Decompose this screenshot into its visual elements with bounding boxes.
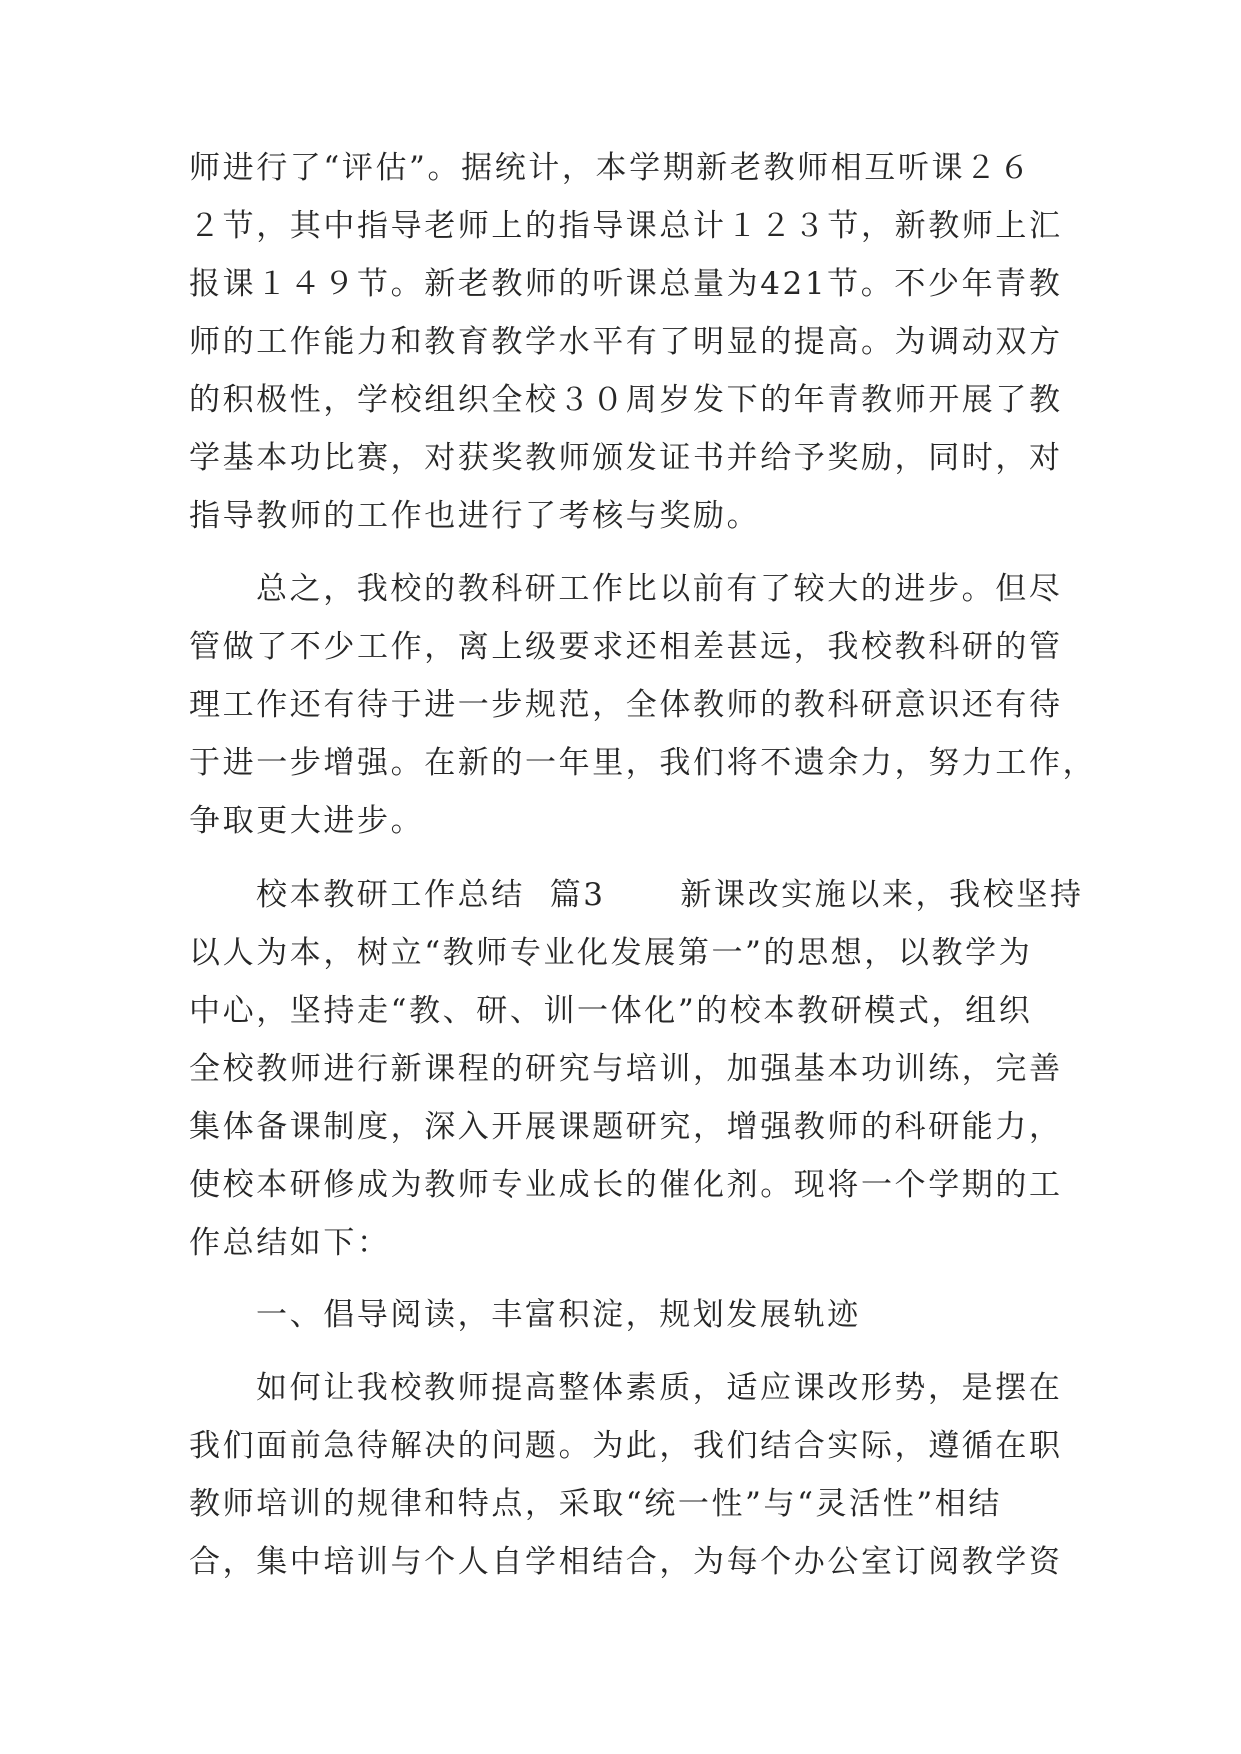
text-line: 以人为本，树立“教师专业化发展第一”的思想，以教学为 xyxy=(189,935,1033,971)
text-line: 合，集中培训与个人自学相结合，为每个办公室订阅教学资 xyxy=(189,1544,1063,1580)
text-line: 学基本功比赛，对获奖教师颁发证书并给予奖励，同时，对 xyxy=(189,440,1063,476)
text-line: 于进一步增强。在新的一年里，我们将不遗余力，努力工作， xyxy=(189,745,1097,781)
text-line: 全校教师进行新课程的研究与培训，加强基本功训练，完善 xyxy=(189,1051,1063,1087)
text-line: 教师培训的规律和特点，采取“统一性”与“灵活性”相结 xyxy=(189,1486,1002,1522)
text-line: 我们面前急待解决的问题。为此，我们结合实际，遵循在职 xyxy=(189,1428,1063,1464)
text-line: ２节，其中指导老师上的指导课总计１２３节，新教师上汇 xyxy=(189,208,1063,244)
paragraph-start: 总之，我校的教科研工作比以前有了较大的进步。但尽 xyxy=(256,571,1063,607)
text-line: 使校本研修成为教师专业成长的催化剂。现将一个学期的工 xyxy=(189,1167,1063,1203)
text-line: 理工作还有待于进一步规范，全体教师的教科研意识还有待 xyxy=(189,687,1063,723)
text-line: 中心，坚持走“教、研、训一体化”的校本教研模式，组织 xyxy=(189,993,1033,1029)
text-line: 指导教师的工作也进行了考核与奖励。 xyxy=(189,498,761,534)
text-line: 报课１４９节。新老教师的听课总量为421节。不少年青教 xyxy=(189,266,1063,302)
text-line: 作总结如下： xyxy=(189,1225,391,1261)
text-line: 的积极性，学校组织全校３０周岁发下的年青教师开展了教 xyxy=(189,382,1063,418)
text-line: 争取更大进步。 xyxy=(189,803,425,839)
text-line: 师进行了“评估”。据统计，本学期新老教师相互听课２６ xyxy=(189,150,1033,186)
text-line: 集体备课制度，深入开展课题研究，增强教师的科研能力， xyxy=(189,1109,1063,1145)
paragraph-start: 如何让我校教师提高整体素质，适应课改形势，是摆在 xyxy=(256,1370,1063,1406)
section-heading-line: 校本教研工作总结 篇3 新课改实施以来，我校坚持 xyxy=(256,877,1084,913)
subheading: 一、倡导阅读，丰富积淀，规划发展轨迹 xyxy=(256,1297,861,1333)
text-line: 师的工作能力和教育教学水平有了明显的提高。为调动双方 xyxy=(189,324,1063,360)
text-line: 管做了不少工作，离上级要求还相差甚远，我校教科研的管 xyxy=(189,629,1063,665)
